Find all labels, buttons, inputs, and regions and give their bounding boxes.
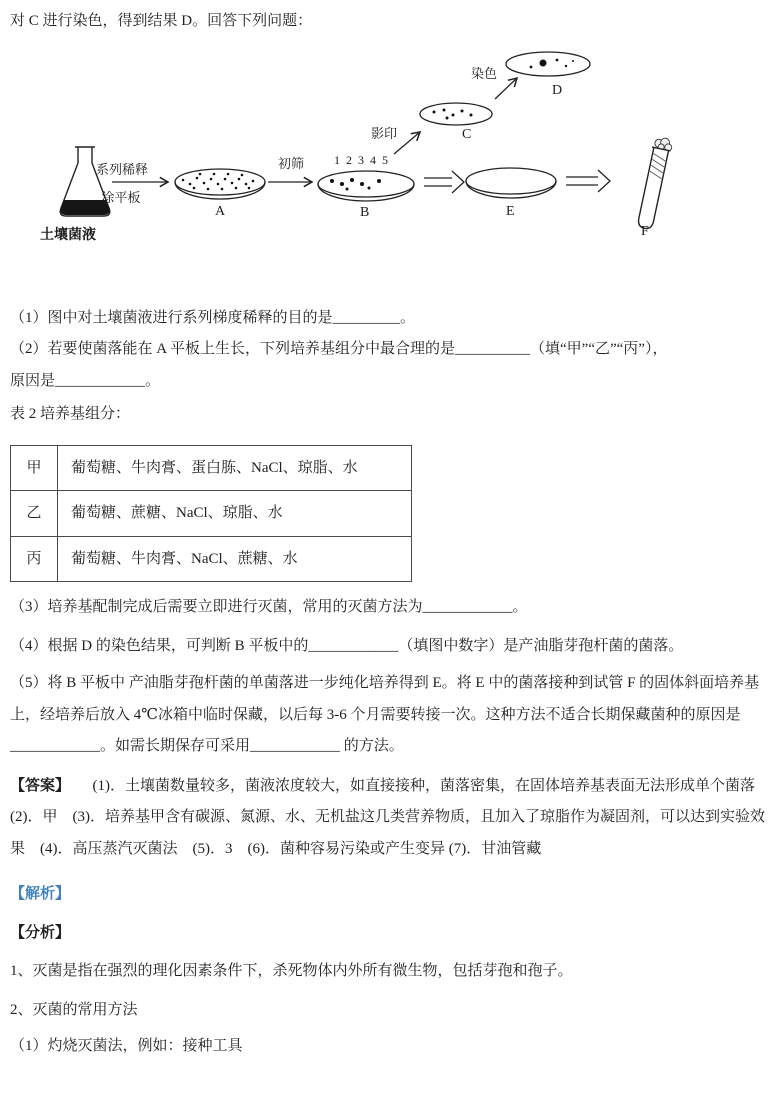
replica-arrow: [394, 132, 420, 154]
row-components: 葡萄糖、牛肉膏、NaCl、蔗糖、水: [58, 536, 412, 582]
screen-label: 初筛: [277, 155, 305, 171]
plate-c-label: C: [462, 126, 472, 142]
stain-label: 染色: [470, 65, 498, 81]
colonies-c: [433, 108, 473, 119]
flask-icon: [60, 147, 110, 216]
flask-label: 土壤菌液: [40, 227, 96, 243]
table-row: [11, 536, 412, 582]
row-components: 葡萄糖、牛肉膏、蛋白胨、NaCl、琼脂、水: [58, 445, 412, 491]
question-5: （5）将 B 平板中 产油脂芽孢杆菌的单菌落进一步纯化培养得到 E。将 E 中的菌落接种到试管 F 的固体斜面培养基上，经培养后放入 4℃冰箱中临时保藏，以后每 3-6 个月需要转接一次。这种方法不适合长期保藏菌种的原因是____________。如需长期保存可采用____________ 的方法。: [10, 675, 760, 754]
question-3: （3）培养基配制完成后需要立即进行灭菌，常用的灭菌方法为____________。: [10, 599, 528, 615]
petri-dish-c: [420, 103, 492, 125]
petri-dish-b: [318, 171, 414, 201]
plate-b-label: B: [360, 204, 370, 220]
table-row: [11, 491, 412, 537]
question-2: [10, 334, 768, 397]
question-4: （4）根据 D 的染色结果，可判断 B 平板中的____________（填图中数字）是产油脂芽孢杆菌的菌落。: [10, 637, 684, 654]
fenxi-heading: 【分析】: [10, 924, 71, 941]
plate-d-label: D: [552, 82, 563, 98]
answer-text: (1)．土壤菌数量较多，菌液浓度较大，如直接接种，菌落密集，在固体培养基表面无法形成单个菌落 (2)．甲 (3)．培养基甲含有碳源、氮源、水、无机盐这几类营养物质，且加入了琼脂作为凝固剂，可以达到实验效果 (4)．高压蒸汽灭菌法 (5)．3 (6)．菌种容易污染或产生变异 (7)．甘油管藏: [10, 777, 771, 857]
intro-text: 对 C 进行染色，得到结果 D。回答下列问题：: [10, 13, 313, 29]
petri-dish-e: [466, 168, 556, 198]
analysis-line-2: 2、灭菌的常用方法: [10, 1001, 138, 1018]
stain-arrow: [495, 78, 517, 99]
spread-label: 涂平板: [101, 189, 141, 205]
colonies-a: [182, 172, 255, 190]
petri-dish-a: [175, 169, 265, 199]
answer-section: [10, 771, 771, 866]
analysis-line-3: （1）灼烧灭菌法，例如：接种工具: [10, 1038, 243, 1054]
experiment-diagram: [0, 42, 780, 247]
question-2-line2: 原因是____________。: [10, 372, 161, 389]
inoculate-arrow: [566, 170, 610, 192]
replica-label: 影印: [370, 125, 398, 141]
table-row: [11, 445, 412, 491]
table-title: 表 2 培养基组分：: [10, 406, 131, 422]
purify-arrow: [424, 171, 464, 193]
jiexi-heading: 【解析】: [10, 886, 71, 902]
answer-label: 【答案】: [10, 777, 63, 794]
colony-numbers: 1 2 3 4 5: [334, 152, 390, 167]
row-label: 甲: [11, 445, 58, 491]
analysis-line-1: 1、灭菌是指在强烈的理化因素条件下，杀死物体内外所有微生物，包括芽孢和孢子。: [10, 963, 573, 979]
petri-dish-d: [506, 52, 590, 76]
row-label: 丙: [11, 536, 58, 582]
test-tube-icon: [635, 135, 673, 230]
colonies-d: [530, 58, 574, 68]
row-label: 乙: [11, 491, 58, 537]
plate-e-label: E: [506, 203, 515, 219]
colonies-b: [330, 178, 381, 191]
medium-components-table: [10, 445, 412, 583]
dilute-label: 系列稀释: [95, 161, 149, 177]
question-2-line1: （2）若要使菌落能在 A 平板上生长，下列培养基组分中最合理的是__________（填“甲”“乙”“丙”），: [10, 341, 668, 357]
tube-f-label: F: [641, 223, 649, 239]
question-1: （1）图中对土壤菌液进行系列梯度稀释的目的是_________。: [10, 309, 416, 326]
plate-a-label: A: [215, 203, 226, 219]
row-components: 葡萄糖、蔗糖、NaCl、琼脂、水: [58, 491, 412, 537]
